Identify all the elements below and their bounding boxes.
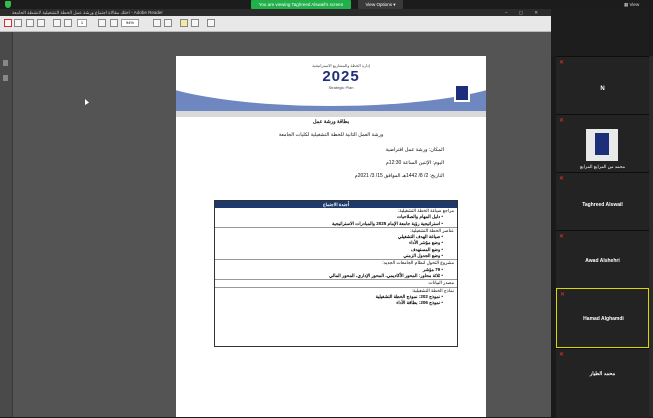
agenda-row: نماذج الخطة التشغيلية: bbox=[215, 287, 457, 294]
view-options-button[interactable]: View Options ▾ bbox=[358, 0, 403, 9]
agenda-row: • وضع الجدول الزمني bbox=[403, 253, 443, 259]
prev-page-icon[interactable] bbox=[53, 19, 61, 27]
participant-name: محمد من المرابع المرابع bbox=[579, 164, 626, 169]
muted-mic-icon: ✕ bbox=[560, 292, 566, 298]
agenda-row: عناصر الخطة التشغيلية: bbox=[215, 227, 457, 234]
email-icon[interactable] bbox=[37, 19, 45, 27]
agenda-row: • استراتيجية رؤية جامعة الإمام 2025 والمبادرات الاستراتيجية bbox=[331, 220, 443, 226]
muted-mic-icon: ✕ bbox=[559, 176, 565, 182]
card-subtitle: ورشة العمل الثانية للخطة التشغيلية لكليات الجامعة bbox=[278, 132, 384, 138]
agenda-row: • 79 مؤشر bbox=[422, 266, 443, 272]
agenda-row: • وضع مؤشر الأداء bbox=[409, 240, 443, 246]
university-logo-icon bbox=[454, 84, 470, 102]
comment-note-icon[interactable] bbox=[180, 19, 188, 27]
participant-name: محمد الطيار bbox=[589, 371, 616, 377]
agenda-row: • نموذج 202: نموذج الخطة التشغيلية bbox=[375, 293, 443, 299]
fit-width-icon[interactable] bbox=[164, 19, 172, 27]
participant-name: Hamad Alghamdi bbox=[583, 316, 624, 322]
sign-icon[interactable] bbox=[207, 19, 215, 27]
agenda-row: مراجع صياغة الخطة التشغيلية: bbox=[397, 208, 454, 213]
document-header-strip bbox=[176, 111, 486, 117]
participant-tile[interactable] bbox=[556, 172, 649, 231]
participant-name: Taghreed Alswail bbox=[582, 202, 623, 208]
university-logo-icon bbox=[595, 133, 609, 155]
fit-page-icon[interactable] bbox=[153, 19, 161, 27]
agenda-row: • صياغة الهدف التشغيلي bbox=[397, 234, 443, 240]
participant-tile[interactable] bbox=[556, 348, 649, 418]
create-pdf-icon[interactable] bbox=[4, 19, 12, 27]
security-shield-icon[interactable] bbox=[5, 1, 11, 8]
participant-tile-active[interactable] bbox=[556, 288, 649, 348]
header-logo-caption: Strategic Plan bbox=[328, 85, 354, 90]
muted-mic-icon: ✕ bbox=[559, 60, 565, 66]
header-logo-text: 2025 bbox=[322, 68, 360, 85]
screen-share-banner: You are viewing Taghreed Alswail's screen bbox=[251, 0, 351, 9]
day-time-text: اليوم: الإثنين الساعة 12:30م bbox=[385, 160, 444, 166]
page-thumbnails-icon[interactable] bbox=[3, 60, 8, 66]
participants-panel bbox=[556, 56, 649, 417]
zoom-top-bar bbox=[0, 0, 653, 9]
agenda-row: مصدر البيانات bbox=[215, 279, 457, 286]
page-number-input[interactable]: 1 bbox=[77, 19, 87, 27]
zoom-out-icon[interactable] bbox=[98, 19, 106, 27]
view-options-label: View Options bbox=[365, 2, 392, 7]
card-title: بطاقة ورشة عمل bbox=[312, 119, 350, 125]
agenda-row: • وضع المستهدف bbox=[410, 246, 443, 252]
agenda-row: مشروع التحول لنظام الجامعات الجديد: bbox=[215, 259, 457, 266]
muted-mic-icon: ✕ bbox=[559, 234, 565, 240]
header-small-text: إدارة الخطة والمشاريع الاستراتيجية bbox=[312, 63, 370, 68]
participant-name: N bbox=[600, 86, 605, 92]
participant-name: Awad Alshehri bbox=[585, 258, 620, 264]
print-icon[interactable] bbox=[26, 19, 34, 27]
muted-mic-icon: ✕ bbox=[559, 352, 565, 358]
participant-tile[interactable] bbox=[556, 56, 649, 115]
window-controls[interactable]: – ▢ ✕ bbox=[504, 10, 543, 15]
pdf-navigation-pane bbox=[0, 32, 13, 417]
agenda-row: • ثلاثة محاور: المحور الأكاديمي، المحور الإداري، المحور المالي bbox=[329, 272, 443, 278]
participants-scrollbar[interactable] bbox=[649, 56, 653, 417]
muted-mic-icon: ✕ bbox=[559, 118, 565, 124]
view-button[interactable]: ▦ View bbox=[624, 2, 640, 7]
vision-year: 2030 bbox=[186, 82, 207, 92]
zoom-in-icon[interactable] bbox=[110, 19, 118, 27]
date-text: التاريخ: 2/ 8/ 1442هـ الموافق 15/ 3/ 2021م bbox=[354, 173, 444, 179]
view-button-label: View bbox=[629, 2, 640, 7]
zoom-level-select[interactable]: 94% bbox=[121, 19, 139, 27]
highlight-icon[interactable] bbox=[191, 19, 199, 27]
pdf-page bbox=[176, 56, 486, 417]
pdf-window-title: اخلك مقالاة اجتماع ورشة عمل الخطة التشغيلية لانشطة الجامعة - Adobe Reader bbox=[12, 10, 163, 15]
vision-text: رؤية bbox=[186, 76, 195, 82]
agenda-row: • دليل المهام والصلاحيات bbox=[396, 214, 443, 220]
vision-2030-logo bbox=[186, 76, 206, 92]
participant-avatar bbox=[586, 129, 618, 161]
next-page-icon[interactable] bbox=[64, 19, 72, 27]
open-icon[interactable] bbox=[14, 19, 22, 27]
agenda-title: أجندة الاجتماع bbox=[215, 201, 457, 208]
participant-tile[interactable] bbox=[556, 114, 649, 173]
location-text: المكان: ورشة عمل افتراضية bbox=[385, 147, 444, 153]
agenda-row: • نموذج 206: بطاقة الأداء bbox=[396, 300, 443, 306]
strategic-plan-logo bbox=[306, 63, 376, 90]
agenda-table bbox=[214, 200, 458, 347]
participants-header-area bbox=[551, 9, 653, 56]
participant-tile[interactable] bbox=[556, 230, 649, 289]
attachments-icon[interactable] bbox=[3, 75, 8, 81]
